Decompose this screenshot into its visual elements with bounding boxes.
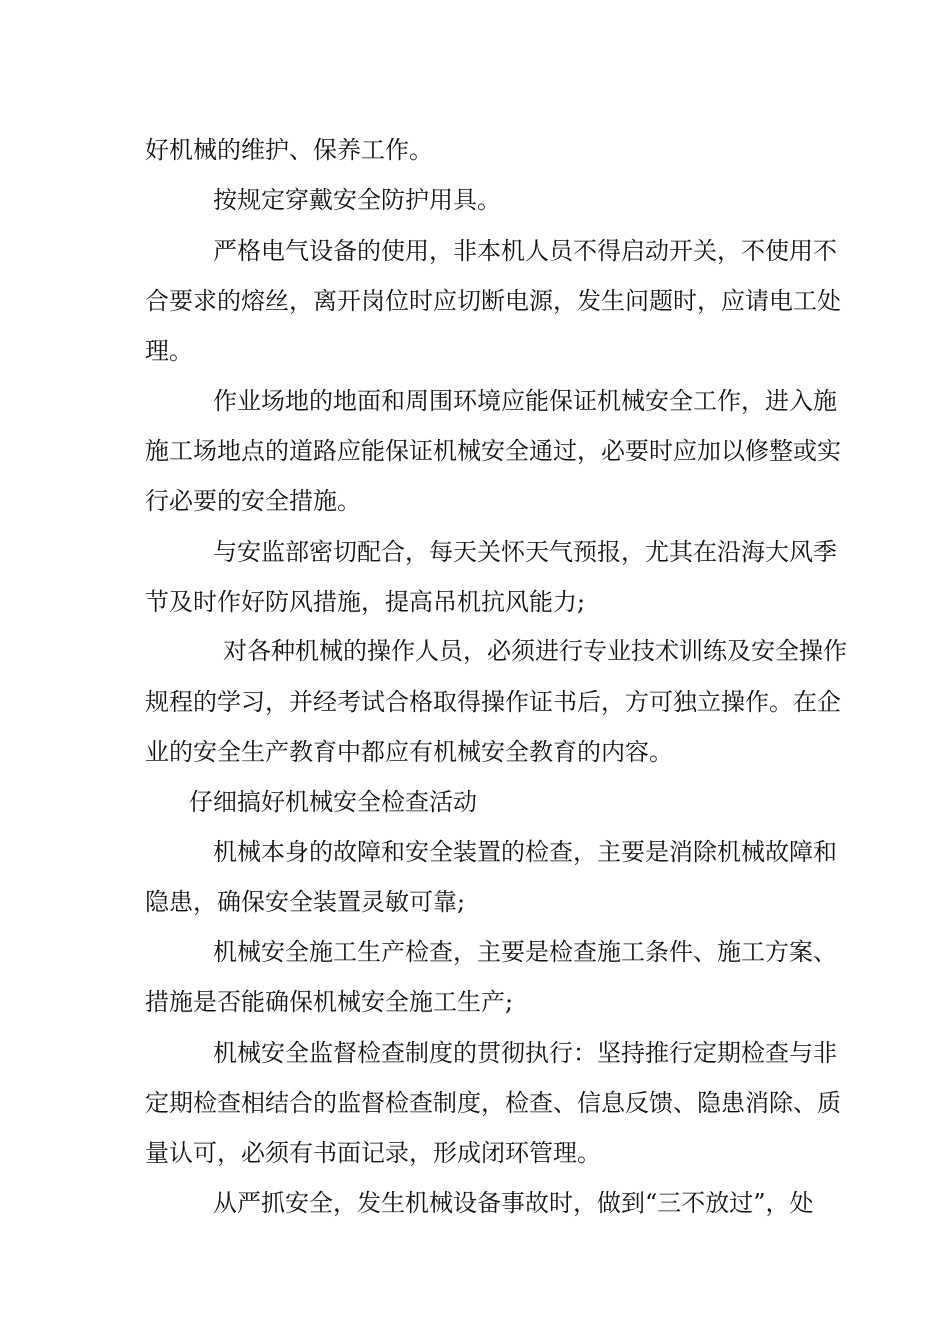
text-line-19: 机械安全监督检查制度的贯彻执行：坚持推行定期检查与非 [213,1039,837,1067]
text-line-3: 严格电气设备的使用，非本机人员不得启动开关，不使用不 [213,237,837,265]
text-line-18: 措施是否能确保机械安全施工生产; [145,988,514,1016]
text-line-7: 施工场地点的道路应能保证机械安全通过，必要时应加以修整或实 [145,437,841,465]
text-line-13: 业的安全生产教育中都应有机械安全教育的内容。 [145,738,673,766]
text-line-21: 量认可，必须有书面记录，形成闭环管理。 [145,1139,601,1167]
text-line-10: 节及时作好防风措施，提高吊机抗风能力; [145,588,586,616]
section-heading: 仔细搞好机械安全检查活动 [189,788,477,816]
text-line-1: 好机械的维护、保养工作。 [145,136,433,164]
text-line-8: 行必要的安全措施。 [145,487,361,515]
text-line-5: 理。 [145,337,193,365]
text-line-22: 从严抓安全，发生机械设备事故时，做到“三不放过”，处 [213,1189,814,1217]
text-line-9: 与安监部密切配合，每天关怀天气预报，尤其在沿海大风季 [213,538,837,566]
text-line-16: 隐患，确保安全装置灵敏可靠; [145,888,466,916]
text-line-20: 定期检查相结合的监督检查制度，检查、信息反馈、隐患消除、质 [145,1089,841,1117]
text-line-11: 对各种机械的操作人员，必须进行专业技术训练及安全操作 [223,637,847,665]
text-line-4: 合要求的熔丝，离开岗位时应切断电源，发生问题时，应请电工处 [145,287,841,315]
text-line-17: 机械安全施工生产检查，主要是检查施工条件、施工方案、 [213,938,837,966]
text-line-15: 机械本身的故障和安全装置的检查，主要是消除机械故障和 [213,838,837,866]
text-line-12: 规程的学习，并经考试合格取得操作证书后，方可独立操作。在企 [145,688,841,716]
text-line-2: 按规定穿戴安全防护用具。 [213,186,501,214]
text-line-6: 作业场地的地面和周围环境应能保证机械安全工作，进入施 [213,387,837,415]
